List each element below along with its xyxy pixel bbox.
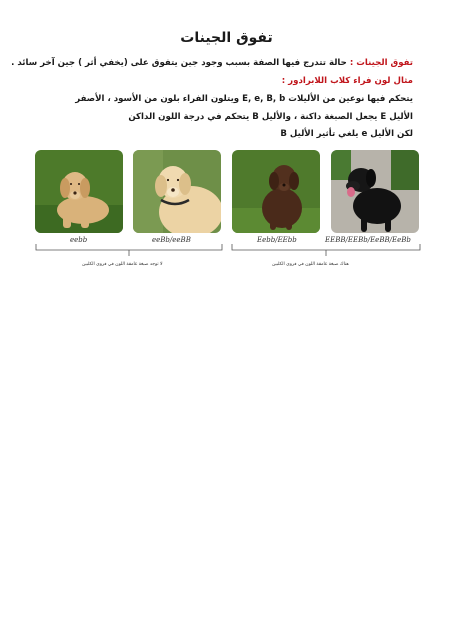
yellow-lab-lying-photo <box>35 150 123 233</box>
definition-line <box>11 58 413 68</box>
definition-term: تفوق الجينات : <box>349 58 413 68</box>
genotype-caption-1: eebb <box>70 236 88 244</box>
yellow-lab-collar-photo <box>133 150 221 233</box>
dark-pigment-note: هناك صبغة غامقة اللون في فروي الكلبين <box>272 262 349 267</box>
alleles-line: يتحكم فيها نوعين من الأليلات E, e, B, b ويتلون الفراء بلون من الأسود ، الأصفر <box>75 94 413 104</box>
right-group-bracket <box>231 244 421 258</box>
left-group-bracket <box>35 244 223 258</box>
example-heading: مثال لون فراء كلاب اللابرادور : <box>281 76 413 86</box>
genotype-caption-3: Eebb/EEbb <box>257 236 297 244</box>
no-dark-pigment-note: لا توجد صبغة غامقة اللون في فروي الكلبين <box>82 262 163 267</box>
black-lab-photo <box>331 150 419 233</box>
page-title: تفوق الجينات <box>180 30 273 46</box>
chocolate-lab-photo <box>232 150 320 233</box>
genotype-caption-2: eeBb/eeBB <box>152 236 191 244</box>
definition-text: حالة تتدرج فيها الصفة بسبب وجود جين يتفوق على (يخفي أثر ) جين آخر سائد . <box>11 58 350 68</box>
recessive-allele-line: لكن الأليل e يلغي تأثير الأليل B <box>280 129 413 139</box>
dominant-allele-line: الأليل E يجعل الصبغة داكنة ، والأليل B يتحكم في درجة اللون الداكن <box>128 112 413 122</box>
genotype-caption-4: EEBB/EEBb/EeBB/EeBb <box>325 236 411 244</box>
